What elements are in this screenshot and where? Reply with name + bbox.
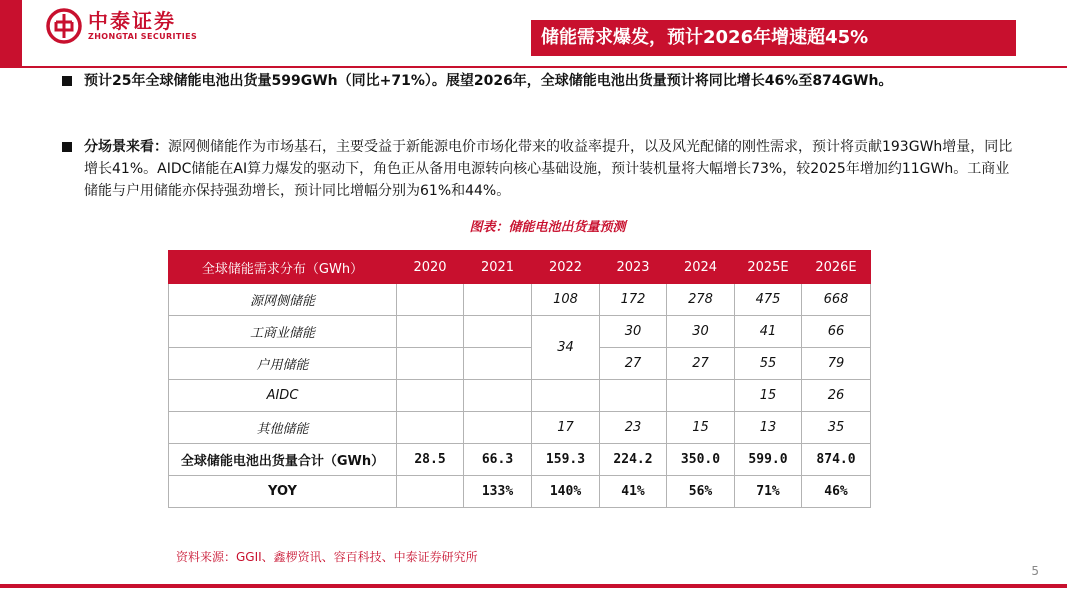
header-cell: 2024 — [667, 251, 735, 284]
row-label: 其他储能 — [169, 412, 397, 444]
table-cell: 159.3 — [532, 444, 600, 476]
table-cell: 15 — [667, 412, 735, 444]
table-row — [169, 412, 871, 444]
table-cell — [397, 348, 464, 380]
table-cell: 30 — [600, 316, 667, 348]
table-cell: 41 — [735, 316, 802, 348]
table-cell: 668 — [802, 284, 871, 316]
table-cell — [397, 380, 464, 412]
table-cell — [464, 284, 532, 316]
table-row — [169, 284, 871, 316]
table-cell: 56% — [667, 476, 735, 508]
table-cell: 66.3 — [464, 444, 532, 476]
table-cell: 13 — [735, 412, 802, 444]
table-yoy-row — [169, 476, 871, 508]
page-number: 5 — [1031, 564, 1039, 578]
bullet-lead: 分场景来看： — [84, 139, 168, 155]
header-cell: 2022 — [532, 251, 600, 284]
table-cell: 30 — [667, 316, 735, 348]
table-cell: 278 — [667, 284, 735, 316]
table-cell — [600, 380, 667, 412]
bullet-text: 源网侧储能作为市场基石，主要受益于新能源电价市场化带来的收益率提升，以及风光配储的刚性需求，预计将贡献193GWh增量，同比增长41%。AIDC储能在AI算力爆发的驱动下，角色正从备用电源转向核心基础设施，预计装机量将大幅增长73%，较2025年增加约11GWh。工商业储能与户用储能亦保持强劲增长，预计同比增幅分别为61%和44%。 — [84, 139, 1013, 199]
table-cell — [532, 380, 600, 412]
table-cell — [464, 348, 532, 380]
top-divider — [0, 66, 1067, 68]
table-cell: 224.2 — [600, 444, 667, 476]
row-label: 全球储能电池出货量合计（GWh） — [169, 444, 397, 476]
table-cell: 350.0 — [667, 444, 735, 476]
table-cell: 41% — [600, 476, 667, 508]
table-cell: 71% — [735, 476, 802, 508]
table-cell: 133% — [464, 476, 532, 508]
table-cell: 140% — [532, 476, 600, 508]
table-cell: 35 — [802, 412, 871, 444]
table-cell: 874.0 — [802, 444, 871, 476]
table-cell: 27 — [667, 348, 735, 380]
logo-name-en: ZHONGTAI SECURITIES — [88, 32, 198, 41]
table-total-row — [169, 444, 871, 476]
table-row — [169, 348, 871, 380]
row-label: 工商业储能 — [169, 316, 397, 348]
table-cell — [464, 316, 532, 348]
table-cell: 108 — [532, 284, 600, 316]
table-cell — [397, 476, 464, 508]
logo-name-cn: 中泰证券 — [88, 9, 176, 33]
slide-title: 储能需求爆发，预计2026年增速超45% — [531, 20, 1016, 56]
bullet-scenarios — [62, 136, 1022, 202]
zhongtai-logo-icon — [46, 8, 82, 44]
table-cell: 46% — [802, 476, 871, 508]
source-note: 资料来源：GGII、鑫椤资讯、容百科技、中泰证券研究所 — [176, 550, 478, 564]
table-cell: 55 — [735, 348, 802, 380]
table-caption: 图表：储能电池出货量预测 — [469, 220, 626, 235]
table-cell — [397, 284, 464, 316]
table-cell: 15 — [735, 380, 802, 412]
row-label: 户用储能 — [169, 348, 397, 380]
table-cell: 475 — [735, 284, 802, 316]
table-cell: 79 — [802, 348, 871, 380]
table-cell: 27 — [600, 348, 667, 380]
table-cell — [397, 412, 464, 444]
table-cell: 28.5 — [397, 444, 464, 476]
table-cell — [464, 412, 532, 444]
row-label: 源网侧储能 — [169, 284, 397, 316]
header-cell: 2026E — [802, 251, 871, 284]
bullet-text: 预计25年全球储能电池出货量599GWh（同比+71%）。展望2026年，全球储能电池出货量预计将同比增长46%至874GWh。 — [84, 73, 893, 89]
row-label: AIDC — [169, 380, 397, 412]
table-header-row — [169, 251, 871, 284]
table-row — [169, 316, 871, 348]
table-cell: 17 — [532, 412, 600, 444]
forecast-table — [168, 250, 871, 508]
bullet-forecast — [62, 70, 1022, 92]
header-cell: 2021 — [464, 251, 532, 284]
bullet-square-icon — [62, 76, 72, 86]
company-logo — [46, 8, 197, 44]
table-cell — [464, 380, 532, 412]
table-cell: 66 — [802, 316, 871, 348]
table-cell: 599.0 — [735, 444, 802, 476]
bullet-square-icon — [62, 142, 72, 152]
table-row — [169, 380, 871, 412]
header-cell: 2023 — [600, 251, 667, 284]
table-cell — [667, 380, 735, 412]
header-cell: 2020 — [397, 251, 464, 284]
header-cell: 2025E — [735, 251, 802, 284]
table-cell: 26 — [802, 380, 871, 412]
bullet-text-wrap — [84, 136, 1022, 202]
table-cell-merged: 34 — [532, 316, 600, 380]
corner-accent — [0, 0, 22, 68]
table-cell: 23 — [600, 412, 667, 444]
table-cell — [397, 316, 464, 348]
header-cell: 全球储能需求分布（GWh） — [169, 251, 397, 284]
table-cell: 172 — [600, 284, 667, 316]
row-label: YOY — [169, 476, 397, 508]
bottom-divider — [0, 584, 1067, 588]
